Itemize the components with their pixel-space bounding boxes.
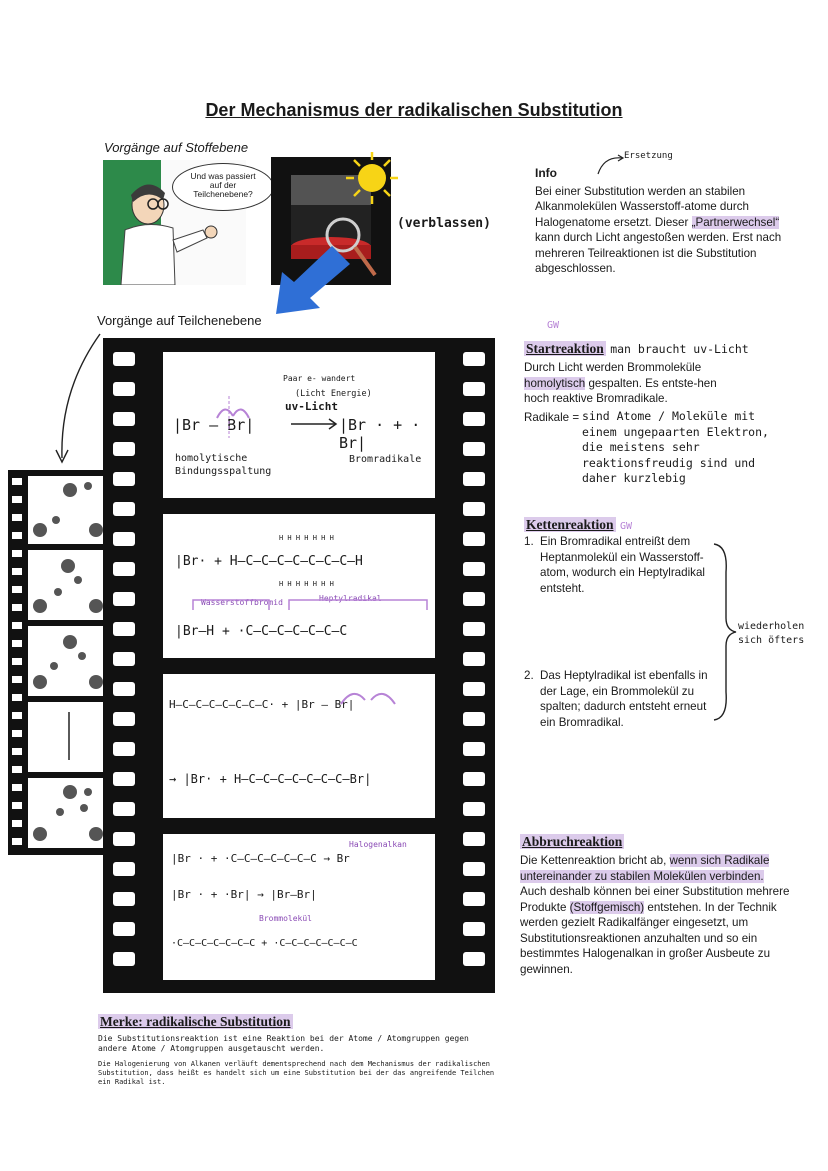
curly-brace-icon xyxy=(710,542,740,722)
radikale-label: Radikale = xyxy=(524,411,580,424)
merke-line-1: Die Substitutionsreaktion ist eine Reaktion bei der Atome / Atomgruppen gegen andere Atome / Atomgruppen ausgetauscht werden. xyxy=(98,1034,469,1053)
abbruch-body xyxy=(520,853,792,977)
purple-brackets xyxy=(169,594,435,614)
wasserstoffbromid-label: Wasserstoffbromid xyxy=(201,598,283,607)
heptyl-br2-equation: H–C–C–C–C–C–C–C· + |Br – Br| xyxy=(169,698,355,711)
start-highlight: homolytisch xyxy=(524,376,586,390)
merke-heading-row xyxy=(98,1013,293,1031)
start-body xyxy=(524,360,734,407)
bromoheptane-equation: → |Br· + H–C–C–C–C–C–C–C–Br| xyxy=(169,772,372,786)
ketten-item-2: Das Heptylradikal ist ebenfalls in der Lage, ein Brommolekül zu spalten; dadurch entsteht erneut ein Bromradikal. xyxy=(540,669,708,729)
info-text: Bei einer Substitution werden an stabilen Alkanmolekülen Wasserstoff-atome durch Halogenatome ersetzt. Dieser xyxy=(535,184,749,229)
brommolekuel-label: Brommolekül xyxy=(259,914,312,923)
frame-ketten-2 xyxy=(163,674,435,818)
frame-ketten-1 xyxy=(163,514,435,658)
merke-heading: Merke: radikalische Substitution xyxy=(100,1014,291,1029)
bromradikale-label: Bromradikale xyxy=(349,454,422,465)
heptylradikal-label: Heptylradikal xyxy=(319,594,382,603)
info-text-2: kann durch Licht angestoßen werden. Erst nach mehreren Teilreaktionen ist die Substitution abgeschlossen. xyxy=(535,231,782,275)
ersetzung-note: Ersetzung xyxy=(624,151,673,161)
br2-molecule: |Br – Br| xyxy=(173,416,255,434)
frame-abbruch xyxy=(163,834,435,980)
speech-bubble-text: Und was passiert auf der Teilchenebene? xyxy=(190,171,256,199)
stoffebene-label: Vorgänge auf Stoffebene xyxy=(104,140,249,155)
info-box xyxy=(535,166,795,277)
gw-note-ketten: GW xyxy=(619,521,632,532)
svg-text:H H H H H H H: H H H H H H H xyxy=(279,534,334,542)
blue-arrow-icon xyxy=(270,238,360,316)
info-highlight: „Partnerwechsel“ xyxy=(691,215,780,229)
abbruch-text-1: Die Kettenreaktion bricht ab, xyxy=(520,854,670,867)
sun-icon xyxy=(340,148,400,208)
abbruch-highlight-1: wenn sich Radikale untereinander zu stabilen Molekülen verbinden. xyxy=(520,854,770,883)
page-title: Der Mechanismus der radikalischen Substitution xyxy=(205,100,623,120)
homolytic-label: homolytische Bindungsspaltung xyxy=(175,453,272,477)
abbruch-highlight-2: (Stoffgemisch) xyxy=(569,900,645,914)
radikale-definition: sind Atome / Moleküle mit einem ungepaarten Elektron, die meistens sehr reaktionsfreudig sind und daher kurzlebig xyxy=(582,409,769,485)
abbruch-heading: Abbruchreaktion xyxy=(522,834,623,849)
frame-start xyxy=(163,352,435,498)
gw-note-start: GW xyxy=(547,320,560,331)
abbruch-text-2: Auch deshalb können bei einer Substitution mehrere Produkte xyxy=(520,885,790,914)
bromradical-products: |Br · + · Br| xyxy=(339,416,421,452)
wiederholen-note: wiederholen sich öfters xyxy=(738,621,805,646)
abbruch-section xyxy=(520,833,792,977)
large-film-strip xyxy=(103,338,495,993)
electron-arrows-icon xyxy=(331,680,421,710)
ketten-heading-row xyxy=(524,516,632,534)
ketten-item-1: Ein Bromradikal entreißt dem Heptanmolekül ein Wasserstoff-atom, wodurch ein Heptylradikal entsteht. xyxy=(540,535,705,595)
start-section xyxy=(524,340,814,407)
ketten-item-1-num: 1. xyxy=(524,535,534,548)
pair-wandert-note: Paar e- wandert xyxy=(283,374,356,383)
svg-text:H H H H H H H: H H H H H H H xyxy=(279,580,334,588)
merke-line-2: Die Halogenierung von Alkanen verläuft dementsprechend nach dem Mechanismus der radikalischen Substitution, dass heißt es handelt sich um eine Substitution bei der das angreifende Teilchen ein Radikal ist. xyxy=(98,1060,495,1086)
teilchenebene-label: Vorgänge auf Teilchenebene xyxy=(97,313,262,328)
info-heading: Info xyxy=(535,166,557,180)
heptane-equation: |Br· + H–C–C–C–C–C–C–C–H xyxy=(175,554,363,569)
termination-eq-2: |Br · + ·Br| → |Br–Br| xyxy=(171,888,317,901)
uv-handnote: man braucht uv-Licht xyxy=(610,342,749,356)
start-text-2: gespalten. Es entste-hen hoch reaktive Bromradikale. xyxy=(524,376,717,405)
licht-energie-note: (Licht Energie) xyxy=(295,389,372,399)
start-text-1: Durch Licht werden Brommoleküle xyxy=(524,361,702,374)
verblassen-note: (verblassen) xyxy=(397,216,491,231)
curved-arrow-icon xyxy=(50,330,110,470)
abbruch-text-3: entstehen. In der Technik werden gezielt Radikalfänger eingesetzt, um Substitutionsreaktionen anzuhalten und so ein bestimmtes Halogenalkan in großer Ausbeute zu gewinnen. xyxy=(520,900,777,976)
termination-eq-1: |Br · + ·C–C–C–C–C–C–C → Br xyxy=(171,852,350,865)
start-heading: Startreaktion xyxy=(526,341,604,356)
speech-bubble xyxy=(172,163,274,211)
uv-licht-note: uv-Licht xyxy=(285,400,338,413)
halogenalkan-label: Halogenalkan xyxy=(349,840,407,849)
ketten-heading: Kettenreaktion xyxy=(526,517,614,532)
ketten-item-2-num: 2. xyxy=(524,669,534,682)
termination-eq-3: ·C–C–C–C–C–C–C + ·C–C–C–C–C–C–C xyxy=(171,938,358,949)
hbr-heptyl-equation: |Br–H + ·C–C–C–C–C–C–C xyxy=(175,624,348,639)
